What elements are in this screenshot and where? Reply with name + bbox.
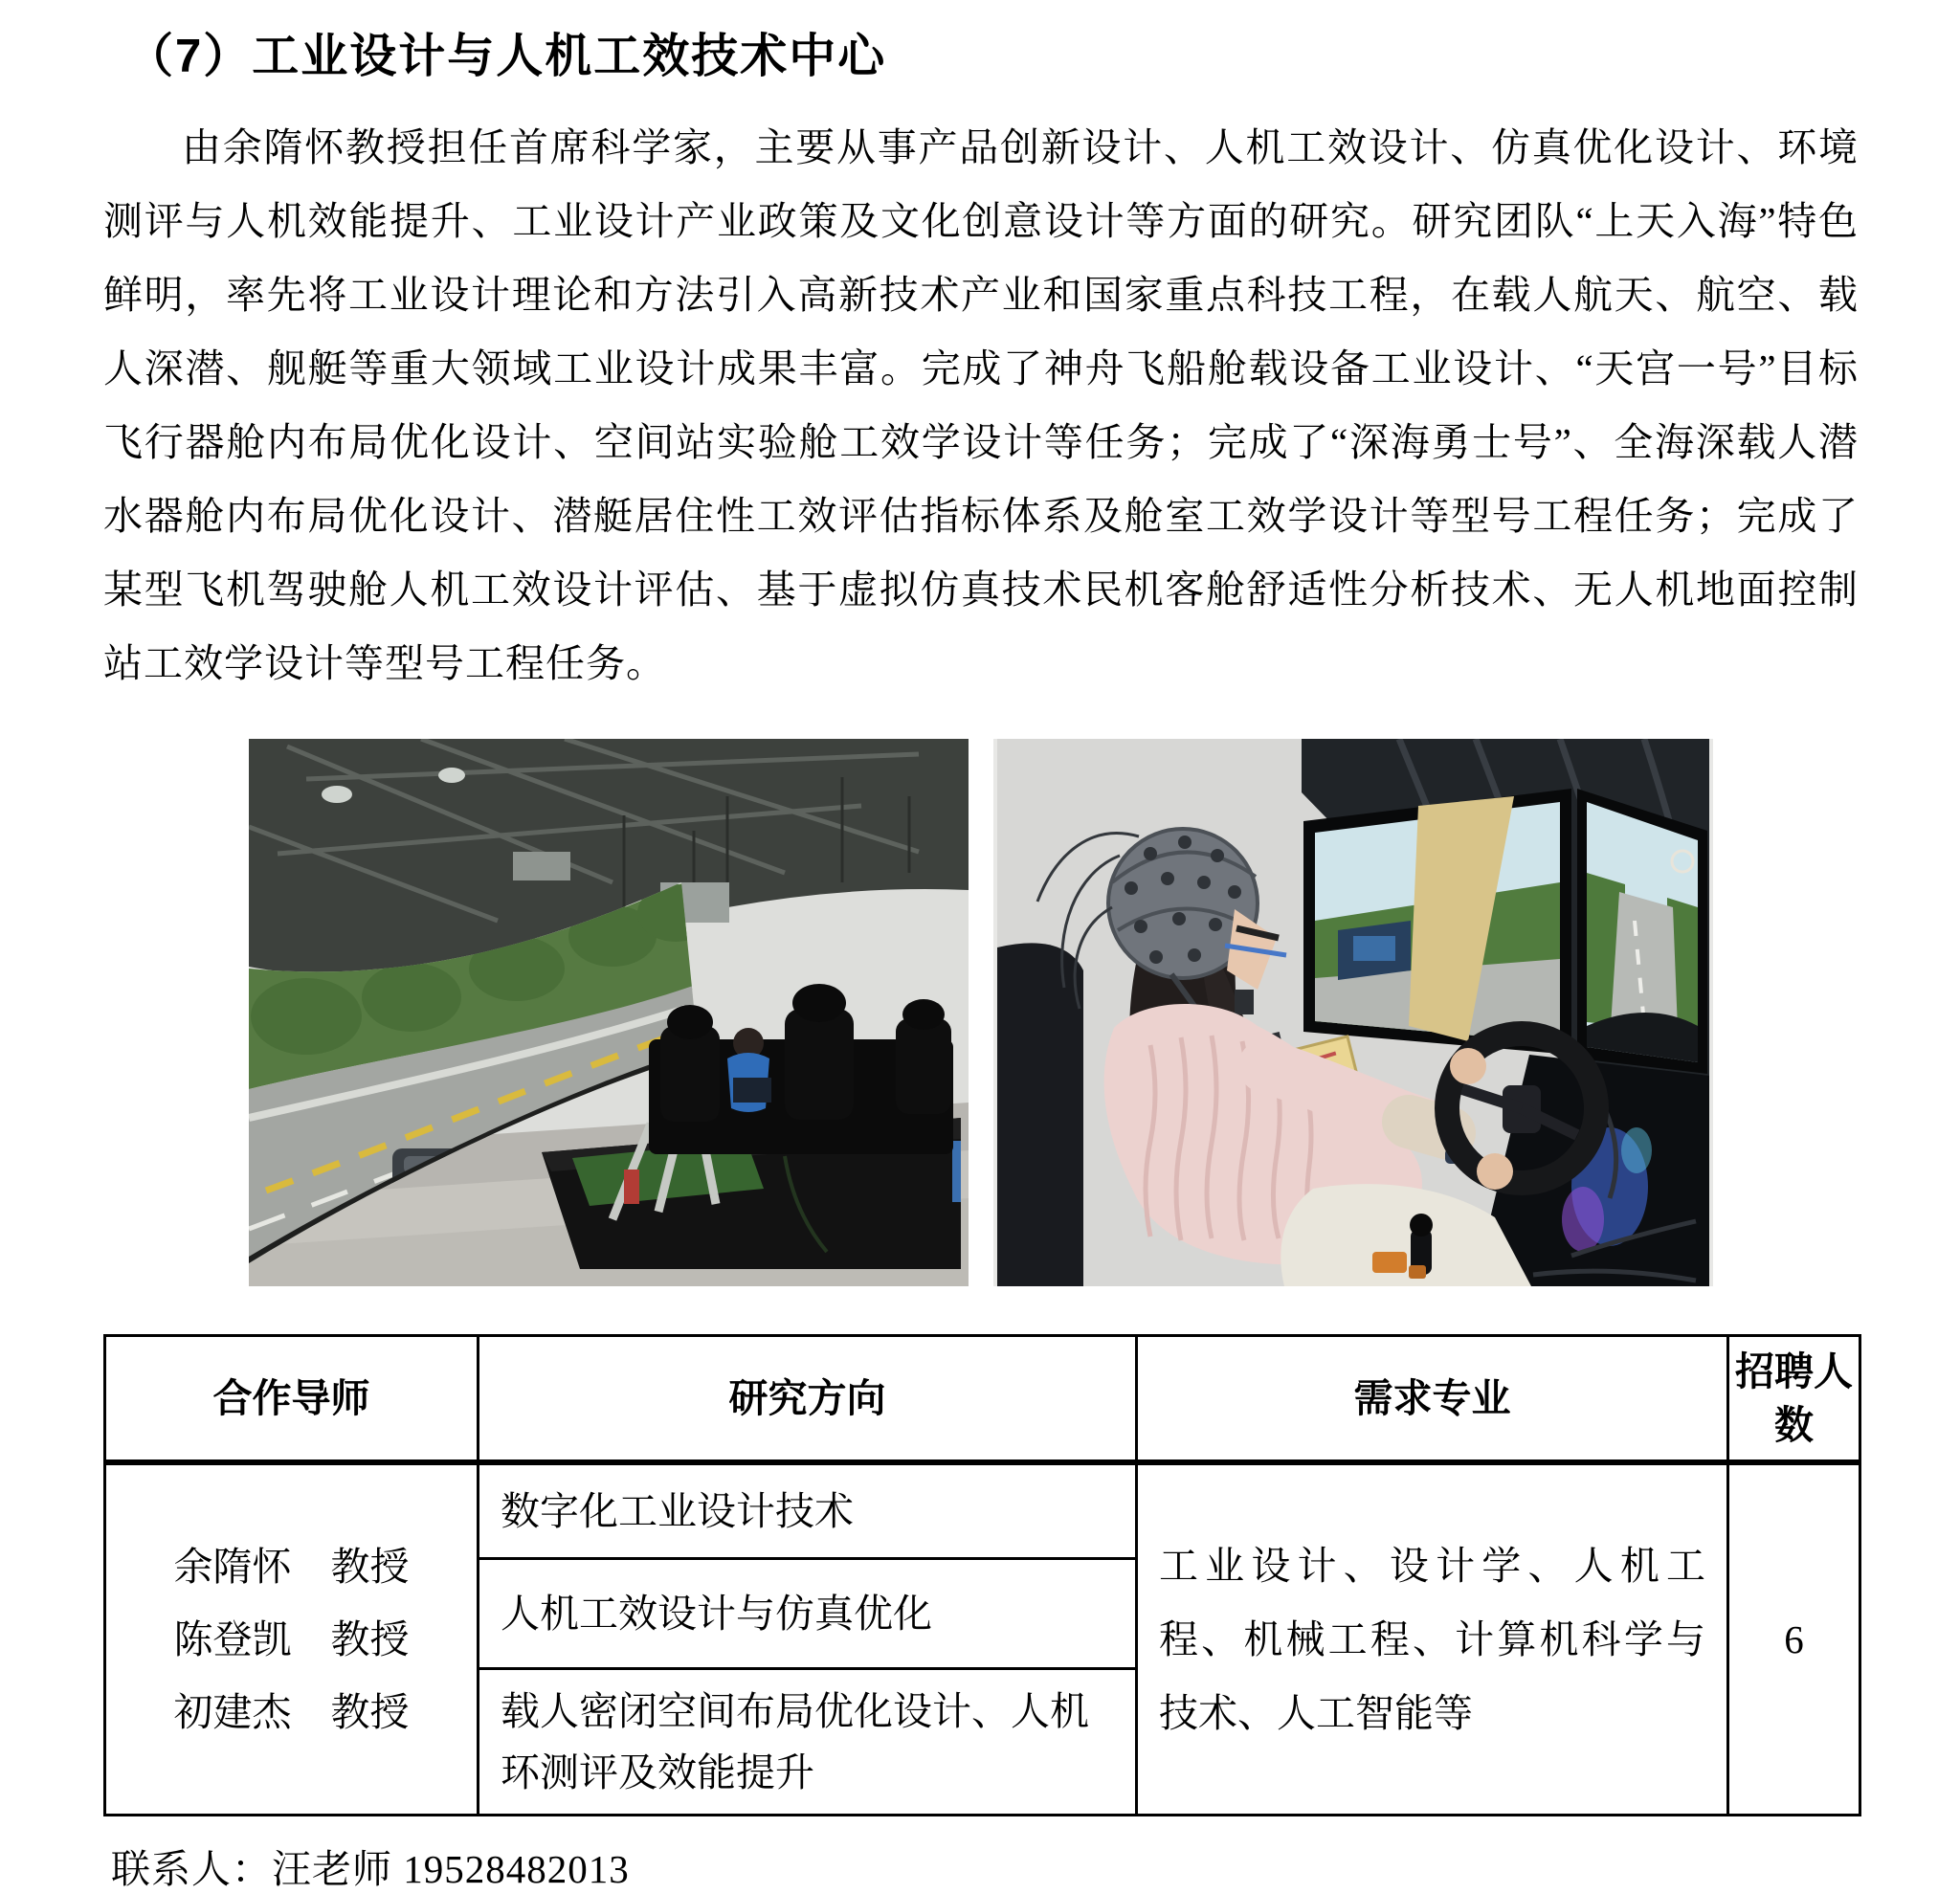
photo-driving-simulator-room	[249, 739, 969, 1286]
required-majors-cell: 工业设计、设计学、人机工程、机械工程、计算机科学与技术、人工智能等	[1137, 1462, 1728, 1816]
mentor-name: 陈登凯 教授	[173, 1617, 410, 1661]
research-direction-cell: 数字化工业设计技术	[479, 1462, 1137, 1559]
orange-connector	[1372, 1252, 1407, 1273]
photo-eeg-driving-test	[993, 739, 1713, 1286]
right-monitor-screen	[1587, 802, 1698, 1062]
col-header-recruit-count: 招聘人数	[1728, 1336, 1860, 1463]
col-header-mentors: 合作导师	[105, 1336, 479, 1463]
racing-seat-back	[997, 943, 1083, 1286]
recruit-count-cell: 6	[1728, 1462, 1860, 1816]
table-row	[105, 1462, 1860, 1559]
table-header-row	[105, 1336, 1860, 1463]
hand	[1450, 1048, 1486, 1084]
research-direction-cell: 载人密闭空间布局优化设计、人机环测评及效能提升	[479, 1669, 1137, 1816]
intro-paragraph: 由余隋怀教授担任首席科学家，主要从事产品创新设计、人机工效设计、仿真优化设计、环境测评与人机效能提升、工业设计产业政策及文化创意设计等方面的研究。研究团队“上天入海”特色鲜明，率先将工业设计理论和方法引入高新技术产业和国家重点科技工程，在载人航天、航空、载人深潜、舰艇等重大领域工业设计成果丰富。完成了神舟飞船舱载设备工业设计、“天宫一号”目标飞行器舱内布局优化设计、空间站实验舱工效学设计等任务；完成了“深海勇士号”、全海深载人潜水器舱内布局优化设计、潜艇居住性工效评估指标体系及舱室工效学设计等型号工程任务；完成了某型飞机驾驶舱人机工效设计评估、基于虚拟仿真技术民机客舱舒适性分析技术、无人机地面控制站工效学设计等型号工程任务。	[103, 125, 1859, 685]
col-header-research-direction: 研究方向	[479, 1336, 1137, 1463]
photo-row	[103, 739, 1859, 1286]
col-header-required-majors: 需求专业	[1137, 1336, 1728, 1463]
recruitment-table	[103, 1334, 1861, 1816]
simulator-seats	[649, 984, 953, 1154]
contact-line: 联系人：汪老师 19528482013	[111, 1847, 630, 1891]
research-direction-cell: 人机工效设计与仿真优化	[479, 1559, 1137, 1669]
mentor-name: 初建杰 教授	[173, 1690, 410, 1734]
mentor-name: 余隋怀 教授	[173, 1545, 410, 1589]
left-monitor-screen	[1315, 796, 1560, 1043]
section-heading: （7）工业设计与人机工效技术中心	[126, 31, 887, 82]
hand	[1477, 1153, 1513, 1190]
mentors-cell	[105, 1462, 479, 1816]
